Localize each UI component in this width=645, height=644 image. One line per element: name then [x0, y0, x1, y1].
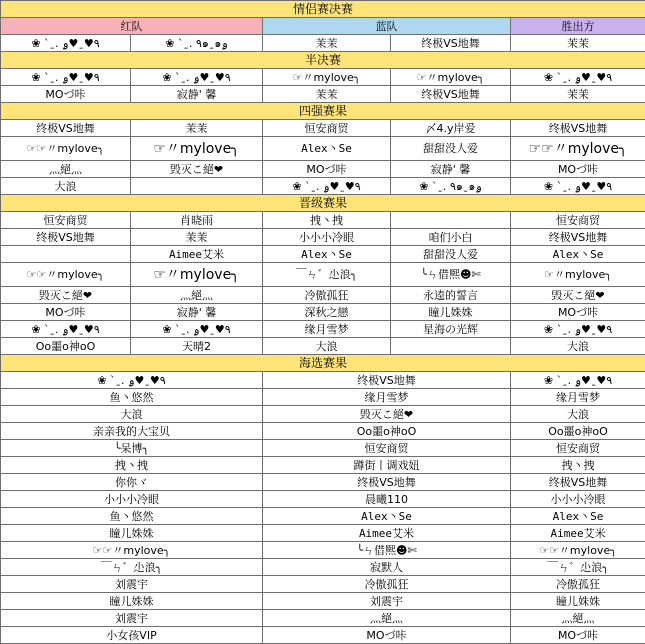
cell: 缘月雪梦 — [511, 389, 645, 406]
cell: ☞☞〃mylove╮ — [1, 542, 263, 559]
cell: Aimee艾米 — [131, 246, 263, 263]
cell: 拽丶拽 — [1, 457, 263, 474]
quarter-row — [1, 161, 645, 178]
cell: 毁灭こ絕❤ — [131, 161, 263, 178]
cell: ❀ `ˍ. ٩๑ˍ๑ۄ — [391, 178, 511, 195]
cell: 灬絕灬 — [131, 287, 263, 304]
cell — [1, 246, 131, 263]
cell: 甜甜没人爱 — [391, 137, 511, 161]
cell: Alex丶Se — [263, 137, 391, 161]
cell: 恒安商贸 — [511, 440, 645, 457]
cell: 冷傲孤狂 — [511, 576, 645, 593]
cell: Oo噩o神oO — [511, 423, 645, 440]
cell: Alex丶Se — [263, 246, 391, 263]
cell: 寂默人 — [263, 559, 511, 576]
cell: 〆4.y岸爱 — [391, 120, 511, 137]
prelim-row — [1, 542, 645, 559]
cell: 终极VS地舞 — [263, 474, 511, 491]
cell: 大浪 — [1, 178, 131, 195]
red-team-header: 红队 — [1, 18, 263, 35]
cell: 刘震宇 — [263, 593, 511, 610]
cell: 恒安商贸 — [511, 212, 645, 229]
promo-section-row — [1, 195, 645, 212]
cell: ￣ㄣ゛尐浪╮ — [263, 263, 391, 287]
cell: 终极VS地舞 — [511, 120, 645, 137]
title-row — [1, 1, 645, 18]
cell: ❀ `ˍ. ٩♥ˍ♥ۄ — [131, 69, 263, 86]
promo-row — [1, 287, 645, 304]
final-blue-2: 终极VS地舞 — [391, 35, 511, 52]
cell: ￣ㄣ゛尐浪╮ — [1, 559, 263, 576]
final-winner: 茉茉 — [511, 35, 645, 52]
promo-row — [1, 321, 645, 338]
cell: 刘震宇 — [1, 576, 263, 593]
prelim-section-row — [1, 355, 645, 372]
promo-row — [1, 229, 645, 246]
promo-row — [1, 338, 645, 355]
cell: 晨曦110 — [263, 491, 511, 508]
page-title: 情侣赛决赛 — [1, 1, 645, 18]
semi-row — [1, 86, 645, 103]
cell: 瞳儿姝姝 — [1, 525, 263, 542]
cell: 茉茉 — [263, 86, 391, 103]
cell: ☞☞〃mylove╮ — [511, 137, 645, 161]
cell: 毁灭こ絕❤ — [511, 287, 645, 304]
cell: Alex丶Se — [263, 508, 511, 525]
cell: 你你ヾ — [1, 474, 263, 491]
cell: Oo噩o神oO — [263, 423, 511, 440]
cell: 咱们小白 — [391, 229, 511, 246]
cell: 星海の光辉 — [391, 321, 511, 338]
cell: Aimee艾米 — [511, 525, 645, 542]
cell: 终极VS地舞 — [1, 120, 131, 137]
cell: 毁灭こ絕❤ — [263, 406, 511, 423]
cell: 寂静' 馨 — [131, 304, 263, 321]
cell: Alex丶Se — [511, 246, 645, 263]
quarter-section-title: 四强赛果 — [1, 103, 645, 120]
quarter-row — [1, 178, 645, 195]
semi-section-title: 半决赛 — [1, 52, 645, 69]
cell: 小小小冷眼 — [263, 229, 391, 246]
cell: 冷傲孤狂 — [263, 287, 391, 304]
prelim-row — [1, 423, 645, 440]
cell: ❀ `ˍ. ٩♥ˍ♥ۄ — [1, 372, 263, 389]
cell: ❀ `ˍ. ٩♥ˍ♥ۄ — [131, 321, 263, 338]
cell: ￣ㄣ゛尐浪╮ — [511, 559, 645, 576]
cell: ╰ㄣ借熈☻✄ — [263, 542, 511, 559]
cell: ❀ `ˍ. ٩♥ˍ♥ۄ — [511, 178, 645, 195]
cell: 拽丶拽 — [511, 457, 645, 474]
cell: 瞳儿姝姝 — [1, 593, 263, 610]
cell: 大浪 — [263, 338, 391, 355]
cell: 甜甜没人爱 — [391, 246, 511, 263]
cell: MOづ咔 — [1, 304, 131, 321]
prelim-section-title: 海选赛果 — [1, 355, 645, 372]
cell: 终极VS地舞 — [1, 229, 131, 246]
promo-row — [1, 246, 645, 263]
semi-section-row — [1, 52, 645, 69]
cell: 瞳儿姝姝 — [511, 593, 645, 610]
promo-row — [1, 263, 645, 287]
cell: 拽丶拽 — [263, 212, 391, 229]
final-red-2: ❀ `ˍ. ٩๑ˍ๑ۄ — [131, 35, 263, 52]
cell: MOづ咔 — [1, 86, 131, 103]
cell: ╰ㄣ借熈☻✄ — [391, 263, 511, 287]
blue-team-header: 蓝队 — [263, 18, 511, 35]
semi-row — [1, 69, 645, 86]
prelim-row — [1, 474, 645, 491]
cell: 深秋之戀 — [263, 304, 391, 321]
team-header-row — [1, 18, 645, 35]
cell: 灬絕灬 — [1, 161, 131, 178]
cell: ❀ `ˍ. ٩♥ˍ♥ۄ — [511, 372, 645, 389]
quarter-section-row — [1, 103, 645, 120]
cell: 鱼丶悠然 — [1, 389, 263, 406]
prelim-row — [1, 559, 645, 576]
prelim-row — [1, 627, 645, 644]
cell: 大浪 — [511, 338, 645, 355]
prelim-row — [1, 593, 645, 610]
final-row — [1, 35, 645, 52]
cell: ☞〃mylove╮ — [131, 137, 263, 161]
cell — [391, 212, 511, 229]
cell: 瞳儿姝姝 — [391, 304, 511, 321]
cell: 毁灭こ絕❤ — [1, 287, 131, 304]
cell: 亲亲我的大宝贝 — [1, 423, 263, 440]
cell: 蹲街丨调戏妞 — [263, 457, 511, 474]
quarter-row — [1, 120, 645, 137]
cell: 终极VS地舞 — [391, 86, 511, 103]
cell: 终极VS地舞 — [511, 474, 645, 491]
cell: ☞☞〃mylove╮ — [511, 542, 645, 559]
cell: ❀ `ˍ. ٩♥ˍ♥ۄ — [1, 321, 131, 338]
prelim-row — [1, 457, 645, 474]
cell: ╰呆博╮ — [1, 440, 263, 457]
cell: 缘月雪梦 — [263, 389, 511, 406]
cell: MOづ咔 — [511, 627, 645, 644]
final-blue-1: 茉茉 — [263, 35, 391, 52]
cell: Aimee艾米 — [263, 525, 511, 542]
prelim-row — [1, 508, 645, 525]
prelim-row — [1, 576, 645, 593]
cell — [391, 338, 511, 355]
cell: 小小小冷眼 — [511, 491, 645, 508]
prelim-row — [1, 525, 645, 542]
prelim-row — [1, 389, 645, 406]
cell: 天晴2 — [131, 338, 263, 355]
cell: ☞〃mylove╮ — [263, 69, 391, 86]
cell: 肖晓雨 — [131, 212, 263, 229]
cell: ☞☞〃mylove╮ — [1, 137, 131, 161]
cell: 小小小冷眼 — [1, 491, 263, 508]
cell: 刘震宇 — [1, 610, 263, 627]
cell: ❀ `ˍ. ٩♥ˍ♥ۄ — [511, 69, 645, 86]
cell: 鱼丶悠然 — [1, 508, 263, 525]
cell: 灬絕灬 — [263, 610, 511, 627]
prelim-row — [1, 610, 645, 627]
cell — [131, 178, 263, 195]
promo-row — [1, 212, 645, 229]
cell: MOづ咔 — [511, 304, 645, 321]
prelim-row — [1, 440, 645, 457]
cell: 永逵的誓言 — [391, 287, 511, 304]
cell: 缘月雪梦 — [263, 321, 391, 338]
promo-section-title: 晋级赛果 — [1, 195, 645, 212]
cell: 大浪 — [511, 406, 645, 423]
cell: 恒安商贸 — [263, 440, 511, 457]
cell: 恒安商贸 — [1, 212, 131, 229]
promo-row — [1, 304, 645, 321]
cell: ❀ `ˍ. ٩♥ˍ♥ۄ — [511, 321, 645, 338]
prelim-row — [1, 406, 645, 423]
cell: 寂静' 馨 — [131, 86, 263, 103]
cell: MOづ咔 — [263, 627, 511, 644]
winner-header: 胜出方 — [511, 18, 645, 35]
cell: Oo噩o神oO — [1, 338, 131, 355]
cell: 大浪 — [1, 406, 263, 423]
cell: ☞〃mylove╮ — [391, 69, 511, 86]
cell: 终极VS地舞 — [511, 229, 645, 246]
cell: ☞☞〃mylove╮ — [1, 263, 131, 287]
cell: ❀ `ˍ. ٩♥ˍ♥ۄ — [1, 69, 131, 86]
cell: 终极VS地舞 — [263, 372, 511, 389]
prelim-row — [1, 491, 645, 508]
cell: 寂静' 馨 — [391, 161, 511, 178]
cell: 冷傲孤狂 — [263, 576, 511, 593]
cell: Alex丶Se — [511, 508, 645, 525]
cell: MOづ咔 — [263, 161, 391, 178]
cell: 茉茉 — [511, 86, 645, 103]
cell: MOづ咔 — [511, 161, 645, 178]
final-red-1: ❀ `ˍ. ٩♥ˍ♥ۄ — [1, 35, 131, 52]
cell: 小女孩VIP — [1, 627, 263, 644]
cell: ☞〃mylove╮ — [131, 263, 263, 287]
cell: 茉茉 — [131, 229, 263, 246]
cell: 茉茉 — [131, 120, 263, 137]
cell: 灬絕灬 — [511, 610, 645, 627]
prelim-row — [1, 372, 645, 389]
cell: 恒安商贸 — [263, 120, 391, 137]
cell: ❀ `ˍ. ٩♥ˍ♥ۄ — [263, 178, 391, 195]
quarter-row — [1, 137, 645, 161]
cell: ☞〃mylove╮ — [511, 263, 645, 287]
